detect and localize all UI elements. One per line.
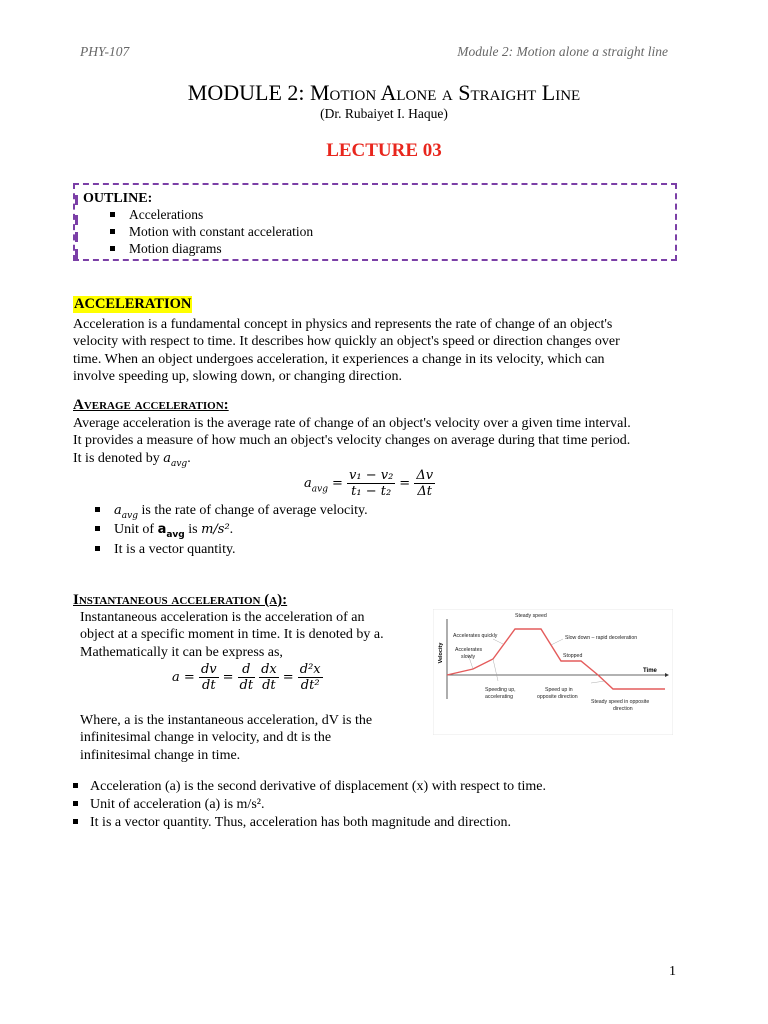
outline-item: Accelerations [110,207,203,223]
label-speeding-up-2: accelerating [485,694,513,700]
graph-frame [433,609,673,735]
instantaneous-paragraph: Instantaneous acceleration is the acceleration of an object at a specific moment in time. It is denoted by a. Mathematically it can be express as, [80,610,384,660]
average-bullet: It is a vector quantity. [95,542,236,558]
header-module-ref: Module 2: Motion alone a straight line [457,44,668,59]
label-speed-opposite: Speed up in [545,687,573,693]
page-number: 1 [669,964,676,979]
average-paragraph: Average acceleration is the average rate of change of an object's velocity over a given time interval. It provides a measure of how much an object's velocity changes on average during that time period. It is denoted by $a_{avg}$. [73,416,631,469]
x-axis-label: Time [643,668,657,674]
author: (Dr. Rubaiyet I. Haque) [320,106,448,121]
label-steady-opposite-2: direction [613,706,633,712]
lecture-number: LECTURE 03 [326,140,442,161]
instantaneous-equation: a = $\frac{dv}{dt}$ = $\frac{d}{dt}$ $\frac{dx}{dt}$ = $\frac{\text{d²x}}{\text{dt²}}$ [172,662,321,693]
acceleration-heading: ACCELERATION [74,296,192,312]
outline-item: Motion diagrams [110,241,222,257]
label-speeding-up: Speeding up, [485,687,516,693]
outline-bar [75,232,78,242]
average-equation: $a_{avg}$ = $\frac{\text{v₁ − v₂}}{\text{t₁ − t₂}}$ = $\frac{\Delta v}{\Delta t}$ [304,468,434,499]
page-title [0,80,768,106]
outline-item: Motion with constant acceleration [110,224,313,240]
y-axis-label: Velocity [438,642,444,664]
average-bullet: Unit of $a_{avg}$ is m/s². [95,522,233,540]
instantaneous-bullet: Unit of acceleration (a) is m/s². [73,797,264,813]
label-steady-opposite: Steady speed in opposite [591,699,650,705]
outline-heading: OUTLINE: [83,191,153,206]
label-accel-quickly: Accelerates quickly [453,633,498,639]
title-rest: Motion Alone a Straight Line [310,80,581,105]
label-slow-down: Slow down – rapid deceleration [565,635,638,641]
outline-bar [75,195,78,205]
average-bullet: $a_{avg}$ is the rate of change of average velocity. [95,503,368,521]
outline-bar [75,249,78,259]
label-accel-slowly: Accelerates [455,647,483,653]
header-course: PHY-107 [80,44,130,59]
average-acceleration-heading: Average acceleration: [73,397,229,413]
label-steady-speed: Steady speed [515,613,547,619]
outline-bar [75,215,78,225]
label-accel-slowly-2: slowly [461,654,476,660]
acceleration-paragraph: Acceleration is a fundamental concept in physics and represents the rate of change of an object's velocity with respect to time. It describes how quickly an object's speed or direction changes over time. When an object undergoes acceleration, it experiences a change in its velocity, which can involve speeding up, slowing down, or changing direction. [73,317,620,384]
instantaneous-bullet: Acceleration (a) is the second derivative of displacement (x) with respect to time. [73,779,546,795]
instantaneous-bullet: It is a vector quantity. Thus, acceleration has both magnitude and direction. [73,815,511,831]
instantaneous-heading: Instantaneous acceleration (a): [73,592,288,608]
label-speed-opposite-2: opposite direction [537,694,578,700]
where-paragraph: Where, a is the instantaneous acceleration, dV is the infinitesimal change in velocity, and dt is the infinitesimal change in time. [80,713,373,763]
velocity-time-graph [433,609,673,735]
title-prefix: MODULE 2: [187,80,310,105]
label-stopped: Stopped [563,653,583,659]
